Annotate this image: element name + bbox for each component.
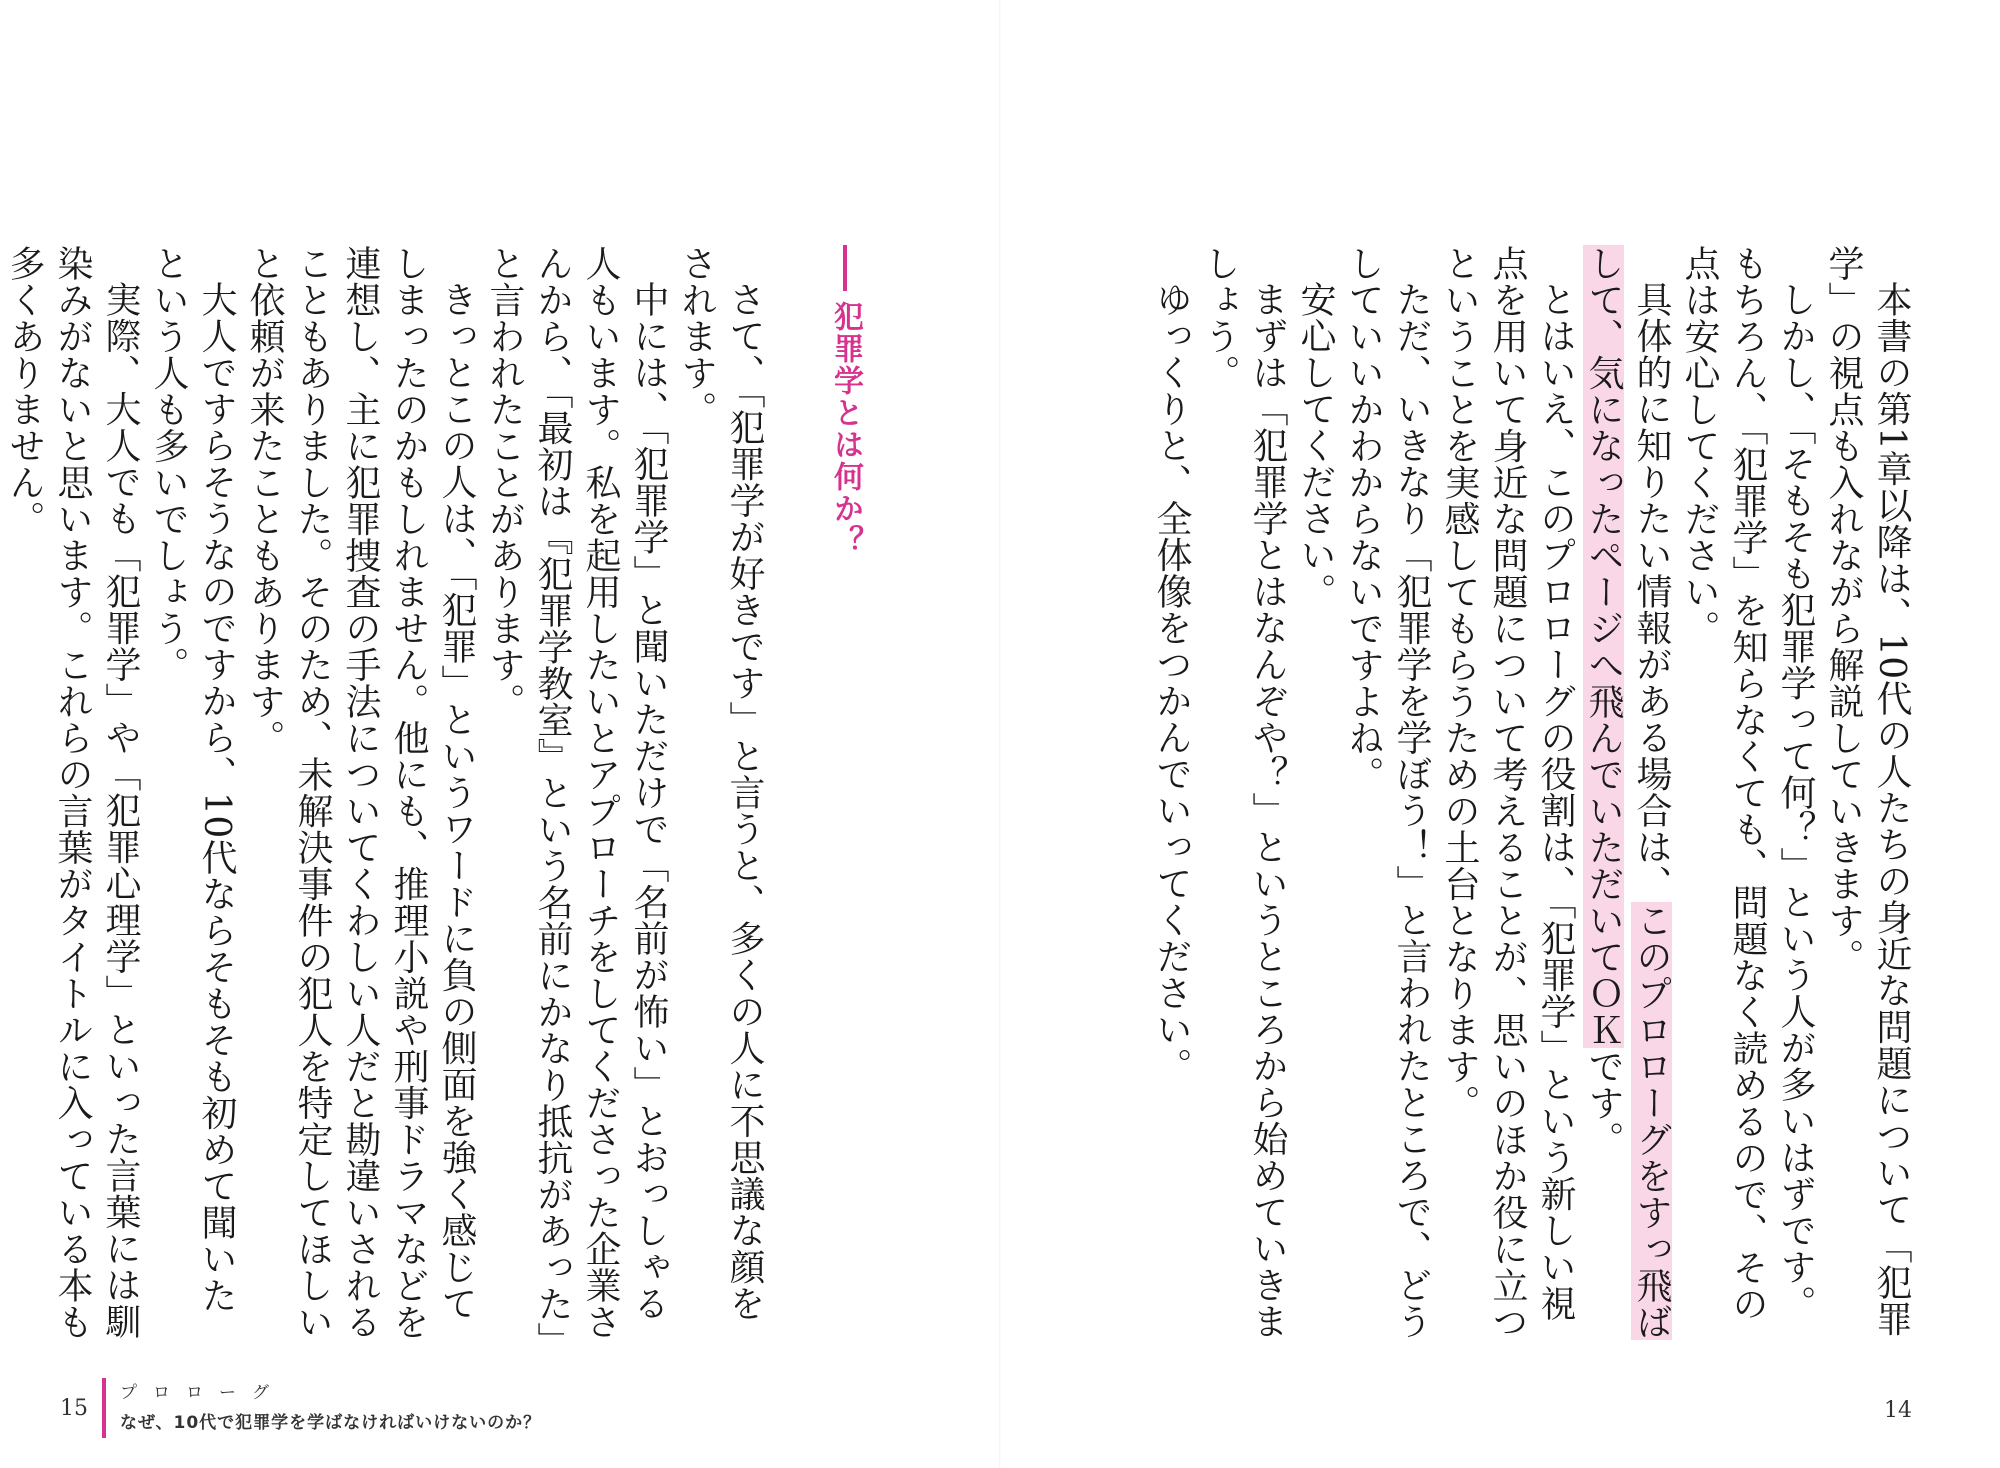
paragraph: ゆっくりと、全体像をつかんでいってください。: [1151, 281, 1192, 1084]
paragraph-with-highlight: [1579, 245, 1675, 1345]
section-heading: [825, 245, 865, 557]
left-body-text: [0, 245, 768, 1345]
highlight-before: 具体的に知りたい情報がある場合は、: [1631, 281, 1672, 902]
paragraph: しかし、「そもそも犯罪学って何？」という人が多いはずです。もちろん、「犯罪学」を知らなくても、問題なく読めるので、その点は安心してください。: [1679, 245, 1816, 1322]
right-page: [1000, 0, 2000, 1468]
running-footer: [60, 1378, 541, 1438]
paragraph: ただ、いきなり「犯罪学を学ぼう！」と言われたところで、どうしていいかわからないですよね。: [1343, 245, 1432, 1340]
paragraph: 大人ですらそうなのですから、10代ならそもそも初めて聞いたという人も多いでしょう。: [148, 245, 237, 1314]
paragraph: まずは「犯罪学とはなんぞや？」というところから始めていきましょう。: [1199, 245, 1288, 1340]
highlighted-text: このプロローグをすっ飛ばして、気になったページへ飛んでいただいてＯＫ: [1583, 245, 1672, 1340]
heading-accent-bar: [843, 245, 847, 291]
paragraph: 実際、大人でも「犯罪学」や「犯罪心理学」といった言葉には馴染みがないと思います。これらの言葉がタイトルに入っている本も多くありません。: [4, 245, 141, 1340]
page-number-right: 14: [1884, 1398, 1912, 1423]
footer-accent-bar: [102, 1378, 106, 1438]
paragraph: 中には、「犯罪学」と聞いただけで「名前が怖い」とおっしゃる人もいます。私を起用したいとアプローチをしてくださった企業さんから、「最初は『犯罪学教室』という名前にかなり抵抗があった」と言われたことがあります。: [484, 245, 669, 1341]
running-header-text: [120, 1378, 541, 1438]
running-chapter: プロローグ: [120, 1383, 285, 1403]
right-body-text: [1147, 245, 1915, 1345]
highlight-after: です。: [1583, 1048, 1624, 1158]
paragraph: 安心してください。: [1295, 281, 1336, 610]
paragraph: 本書の第1章以降は、10代の人たちの身近な問題について「犯罪学」の視点も入れながら解説していきます。: [1823, 245, 1912, 1337]
section-heading-text: 犯罪学とは何か？: [828, 301, 863, 557]
running-title: なぜ、10代で犯罪学を学ばなければいけないのか？: [120, 1413, 542, 1433]
page-number-left: 15: [60, 1395, 88, 1421]
paragraph: さて、「犯罪学が好きです」と言うと、多くの人に不思議な顔をされます。: [676, 245, 765, 1322]
paragraph: とはいえ、このプロローグの役割は、「犯罪学」という新しい視点を用いて身近な問題について考えることが、思いのほか役に立つということを実感してもらうための土台となります。: [1439, 245, 1576, 1340]
paragraph: きっとこの人は、「犯罪」というワードに負の側面を強く感じてしまったのかもしれません。他にも、推理小説や刑事ドラマなどを連想し、主に犯罪捜査の手法についてくわしい人だと勘違いされることもありました。そのため、未解決事件の犯人を特定してほしいと依頼が来たこともあります。: [244, 245, 477, 1340]
